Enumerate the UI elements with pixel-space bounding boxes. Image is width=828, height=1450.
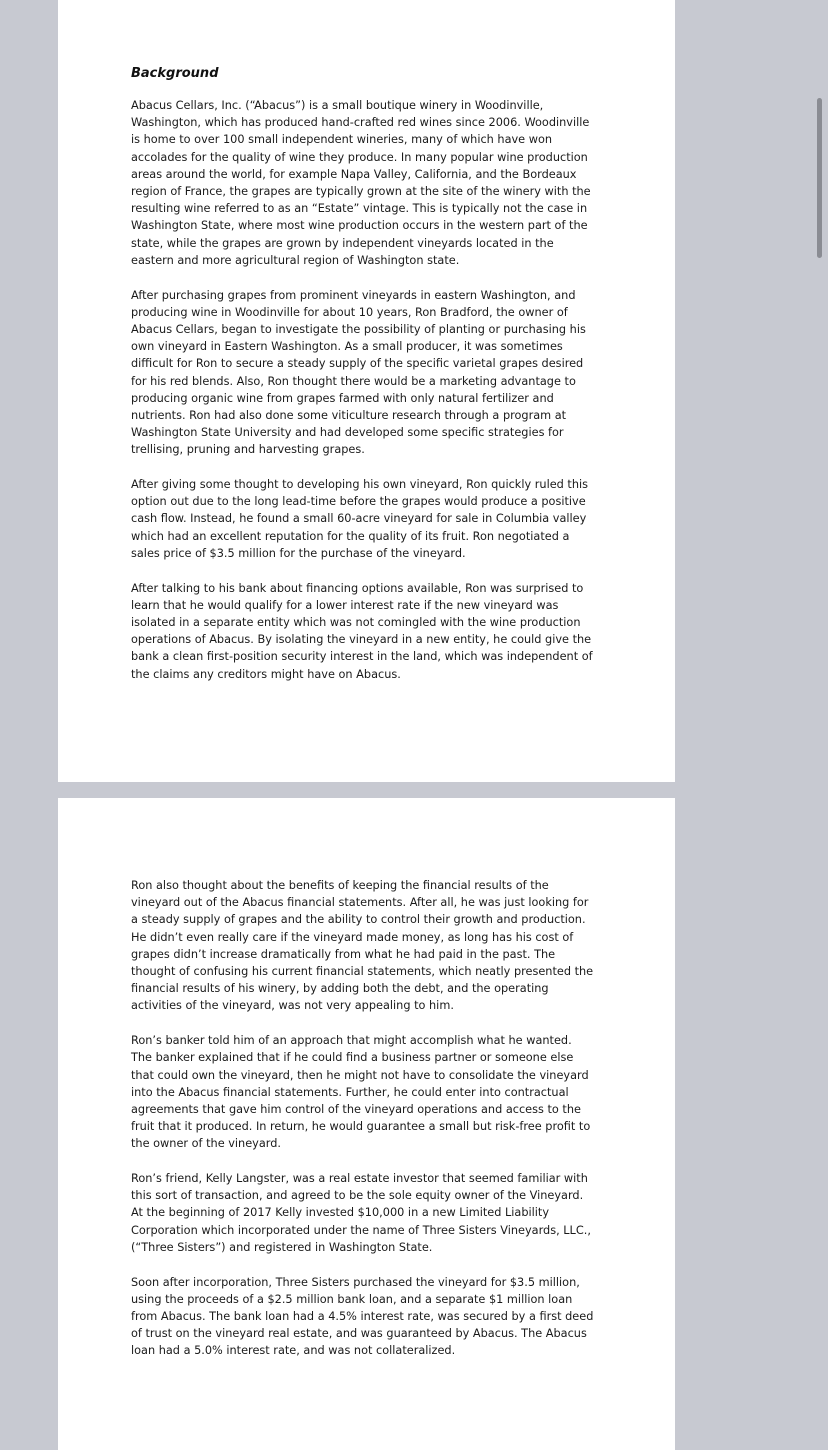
page-1-content	[131, 64, 601, 700]
paragraph-kelly-langster: Ron’s friend, Kelly Langster, was a real estate investor that seemed familiar with this sort of transaction, and agreed to be the sole equity owner of the Vineyard. At the beginning of 2017 Kelly invested $10,000 in a new Limited Liability Corporation which incorporated under the name of Three Sisters Vineyards, LLC., (“Three Sisters”) and registered in Washington State.	[131, 1172, 591, 1254]
section-heading-background: Background	[131, 66, 219, 81]
paragraph-three-sisters-purchase: Soon after incorporation, Three Sisters purchased the vineyard for $3.5 million, using the proceeds of a $2.5 million bank loan, and a separate $1 million loan from Abacus. The bank loan had a 4.5% interest rate, was secured by a first deed of trust on the vineyard real estate, and was guaranteed by Abacus. The Abacus loan had a 5.0% interest rate, and was not collateralized.	[131, 1275, 594, 1358]
paragraph-abacus-intro: Abacus Cellars, Inc. (“Abacus”) is a small boutique winery in Woodinville, Washington, which has produced hand-crafted red wines since 2006. Woodinville is home to over 100 small independent wineries, many of which have won accolades for the quality of wine they produce. In many popular wine production areas around the world, for example Napa Valley, California, and the Bordeaux region of France, the grapes are typically grown at the site of the winery with the resulting wine referred to as an “Estate” vintage. This is typically not the case in Washington State, where most wine production occurs in the western part of the state, while the grapes are grown by independent vineyards located in the eastern and more agricultural region of Washington state.	[131, 99, 591, 267]
paragraph-financial-results: Ron also thought about the benefits of keeping the financial results of the vineyard out of the Abacus financial statements. After all, he was just looking for a steady supply of grapes and the ability to control their growth and production. He didn’t even really care if the vineyard made money, as long has his cost of grapes didn’t increase dramatically from what he had paid in the past. The thought of confusing his current financial statements, which neatly presented the financial results of his winery, by adding both the debt, and the operating activities of the vineyard, was not very appealing to him.	[131, 879, 594, 1013]
paragraph-vineyard-investigation: After purchasing grapes from prominent vineyards in eastern Washington, and producing wine in Woodinville for about 10 years, Ron Bradford, the owner of Abacus Cellars, began to investigate the possibility of planting or purchasing his own vineyard in Eastern Washington. As a small producer, it was sometimes difficult for Ron to secure a steady supply of the specific varietal grapes desired for his red blends. Also, Ron thought there would be a marketing advantage to producing organic wine from grapes farmed with only natural fertilizer and nutrients. Ron had also done some viticulture research through a program at Washington State University and had developed some specific strategies for trellising, pruning and harvesting grapes.	[131, 288, 586, 457]
scrollbar-track[interactable]	[675, 0, 828, 1450]
paragraph-banker-approach: Ron’s banker told him of an approach that might accomplish what he wanted. The banker explained that if he could find a business partner or someone else that could own the vineyard, then he might not have to consolidate the vineyard into the Abacus financial statements. Further, he could enter into contractual agreements that gave him control of the vineyard operations and access to the fruit that it produced. In return, he would guarantee a small but risk-free profit to the owner of the vineyard.	[131, 1034, 591, 1151]
scrollbar-thumb[interactable]	[817, 98, 822, 258]
paragraph-vineyard-purchase: After giving some thought to developing his own vineyard, Ron quickly ruled this option out due to the long lead-time before the grapes would produce a positive cash flow. Instead, he found a small 60-acre vineyard for sale in Columbia valley which had an excellent reputation for the quality of its fruit. Ron negotiated a sales price of $3.5 million for the purchase of the vineyard.	[131, 478, 589, 560]
document-page-2	[58, 798, 675, 1450]
document-page-1	[58, 0, 675, 782]
paragraph-bank-financing: After talking to his bank about financing options available, Ron was surprised to learn that he would qualify for a lower interest rate if the new vineyard was isolated in a separate entity which was not comingled with the wine production operations of Abacus. By isolating the vineyard in a new entity, he could give the bank a clean first-position security interest in the land, which was independent of the claims any creditors might have on Abacus.	[131, 581, 593, 681]
page-2-content	[131, 877, 601, 1377]
